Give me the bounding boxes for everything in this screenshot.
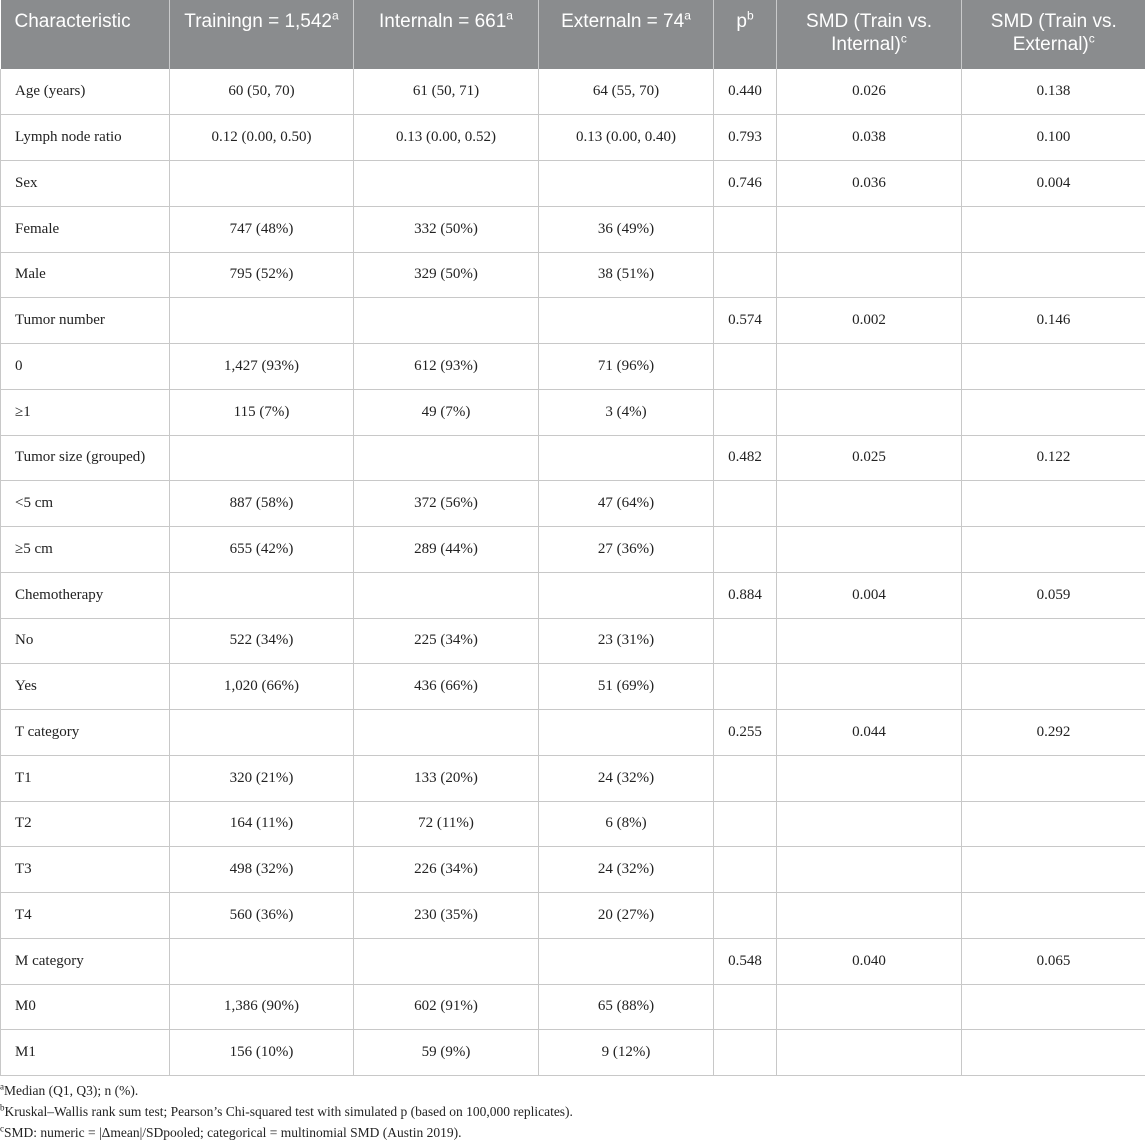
table-cell: 133 (20%) — [354, 755, 539, 801]
table-cell — [354, 298, 539, 344]
row-label-cell: Male — [1, 252, 170, 298]
table-cell — [777, 755, 962, 801]
table-cell — [714, 847, 777, 893]
table-cell: 320 (21%) — [170, 755, 354, 801]
table-row — [1, 801, 1145, 847]
table-cell: 0.482 — [714, 435, 777, 481]
table-row — [1, 435, 1145, 481]
table-cell — [962, 664, 1145, 710]
table-cell: 47 (64%) — [539, 481, 714, 527]
table-cell — [777, 527, 962, 573]
table-row — [1, 938, 1145, 984]
table-cell — [962, 893, 1145, 939]
table-cell: 65 (88%) — [539, 984, 714, 1030]
row-label-cell: Tumor number — [1, 298, 170, 344]
table-cell: 0.574 — [714, 298, 777, 344]
table-cell — [714, 1030, 777, 1076]
footnote-marker: a — [0, 1081, 4, 1092]
table-cell: 0.793 — [714, 115, 777, 161]
table-cell: 0.12 (0.00, 0.50) — [170, 115, 354, 161]
header-row — [1, 0, 1145, 69]
table-row — [1, 710, 1145, 756]
table-cell — [714, 252, 777, 298]
table-cell — [714, 618, 777, 664]
table-cell — [962, 847, 1145, 893]
table-cell — [962, 206, 1145, 252]
table-cell: 164 (11%) — [170, 801, 354, 847]
table-cell: 0.100 — [962, 115, 1145, 161]
row-label-cell: Age (years) — [1, 69, 170, 115]
table-cell: 0.13 (0.00, 0.52) — [354, 115, 539, 161]
table-header — [1, 0, 1145, 69]
table-cell: 0.746 — [714, 161, 777, 207]
table-cell — [714, 755, 777, 801]
table-cell: 0.122 — [962, 435, 1145, 481]
table-row — [1, 481, 1145, 527]
table-cell: 156 (10%) — [170, 1030, 354, 1076]
table-cell — [354, 572, 539, 618]
table-cell — [714, 664, 777, 710]
table-cell — [170, 938, 354, 984]
row-label-cell: Sex — [1, 161, 170, 207]
table-cell — [354, 710, 539, 756]
row-label-cell: T category — [1, 710, 170, 756]
column-header-label: Internaln = 661 — [379, 11, 507, 32]
table-cell: 1,386 (90%) — [170, 984, 354, 1030]
table-cell — [777, 252, 962, 298]
table-cell: 0.002 — [777, 298, 962, 344]
table-cell — [962, 389, 1145, 435]
row-label-cell: <5 cm — [1, 481, 170, 527]
column-header-label: SMD (Train vs. Internal) — [806, 11, 932, 55]
table-cell — [539, 572, 714, 618]
table-cell: 61 (50, 71) — [354, 69, 539, 115]
table-cell: 226 (34%) — [354, 847, 539, 893]
column-header — [170, 0, 354, 69]
table-cell — [170, 298, 354, 344]
table-cell: 0.004 — [777, 572, 962, 618]
row-label-cell: ≥5 cm — [1, 527, 170, 573]
row-label-cell: Lymph node ratio — [1, 115, 170, 161]
table-cell: 560 (36%) — [170, 893, 354, 939]
table-cell: 795 (52%) — [170, 252, 354, 298]
table-cell — [962, 252, 1145, 298]
table-cell: 0.065 — [962, 938, 1145, 984]
column-header — [777, 0, 962, 69]
table-row — [1, 1030, 1145, 1076]
table-row — [1, 664, 1145, 710]
row-label-cell: T2 — [1, 801, 170, 847]
row-label-cell: Tumor size (grouped) — [1, 435, 170, 481]
table-cell: 0.138 — [962, 69, 1145, 115]
table-cell — [962, 527, 1145, 573]
table-cell: 230 (35%) — [354, 893, 539, 939]
table-cell: 1,427 (93%) — [170, 344, 354, 390]
table-cell: 655 (42%) — [170, 527, 354, 573]
table-cell — [777, 801, 962, 847]
table-cell — [962, 618, 1145, 664]
table-cell — [777, 389, 962, 435]
table-cell — [714, 893, 777, 939]
table-cell: 329 (50%) — [354, 252, 539, 298]
table-cell: 64 (55, 70) — [539, 69, 714, 115]
table-cell: 332 (50%) — [354, 206, 539, 252]
column-header — [962, 0, 1145, 69]
table-cell: 72 (11%) — [354, 801, 539, 847]
table-row — [1, 389, 1145, 435]
table-cell — [539, 938, 714, 984]
table-cell: 372 (56%) — [354, 481, 539, 527]
table-cell — [962, 801, 1145, 847]
column-header — [714, 0, 777, 69]
table-cell — [777, 344, 962, 390]
table-cell: 115 (7%) — [170, 389, 354, 435]
table-cell — [714, 801, 777, 847]
table-cell — [777, 206, 962, 252]
column-header-label: p — [736, 11, 747, 32]
footnote-marker: c — [0, 1123, 4, 1134]
table-cell — [777, 664, 962, 710]
row-label-cell: T3 — [1, 847, 170, 893]
table-cell: 3 (4%) — [539, 389, 714, 435]
table-cell: 59 (9%) — [354, 1030, 539, 1076]
table-row — [1, 847, 1145, 893]
table-cell: 0.040 — [777, 938, 962, 984]
table-cell: 71 (96%) — [539, 344, 714, 390]
table-cell: 0.025 — [777, 435, 962, 481]
table-row — [1, 252, 1145, 298]
table-row — [1, 298, 1145, 344]
table-cell — [539, 298, 714, 344]
table-cell: 887 (58%) — [170, 481, 354, 527]
table-cell — [170, 710, 354, 756]
column-header-label: Characteristic — [14, 11, 131, 32]
table-cell: 436 (66%) — [354, 664, 539, 710]
row-label-cell: T1 — [1, 755, 170, 801]
footnote — [0, 1122, 573, 1143]
table-cell — [777, 984, 962, 1030]
row-label-cell: Chemotherapy — [1, 572, 170, 618]
table-cell: 602 (91%) — [354, 984, 539, 1030]
table-cell — [714, 389, 777, 435]
table-cell — [777, 481, 962, 527]
table-cell — [714, 344, 777, 390]
table-cell: 38 (51%) — [539, 252, 714, 298]
table-cell — [170, 435, 354, 481]
table-row — [1, 572, 1145, 618]
footnote-text: SMD: numeric = |Δmean|/SDpooled; categorical = multinomial SMD (Austin 2019). — [4, 1125, 462, 1140]
table-cell: 0.038 — [777, 115, 962, 161]
footnote-marker: a — [506, 8, 513, 23]
table-cell: 24 (32%) — [539, 847, 714, 893]
table-row — [1, 161, 1145, 207]
table-cell: 0.548 — [714, 938, 777, 984]
table-cell: 0.440 — [714, 69, 777, 115]
table-cell: 747 (48%) — [170, 206, 354, 252]
table-cell — [777, 893, 962, 939]
table-cell: 60 (50, 70) — [170, 69, 354, 115]
table-cell — [777, 618, 962, 664]
table-row — [1, 69, 1145, 115]
table-cell — [714, 527, 777, 573]
footnote-marker: b — [746, 8, 754, 23]
row-label-cell: M1 — [1, 1030, 170, 1076]
column-header — [539, 0, 714, 69]
table-cell: 23 (31%) — [539, 618, 714, 664]
table-cell: 49 (7%) — [354, 389, 539, 435]
table-row — [1, 206, 1145, 252]
table-cell — [962, 344, 1145, 390]
table-row — [1, 115, 1145, 161]
table-cell — [354, 938, 539, 984]
table-cell: 9 (12%) — [539, 1030, 714, 1076]
row-label-cell: Yes — [1, 664, 170, 710]
table-cell — [962, 984, 1145, 1030]
table-cell: 0.036 — [777, 161, 962, 207]
table-cell — [539, 161, 714, 207]
column-header-label: Externaln = 74 — [561, 11, 685, 32]
table-row — [1, 984, 1145, 1030]
column-header-label: Trainingn = 1,542 — [184, 11, 333, 32]
table-cell: 27 (36%) — [539, 527, 714, 573]
table-cell — [539, 435, 714, 481]
table-cell — [354, 161, 539, 207]
table-cell — [962, 481, 1145, 527]
table-cell: 0.004 — [962, 161, 1145, 207]
table-cell — [714, 206, 777, 252]
table-cell: 522 (34%) — [170, 618, 354, 664]
table-cell — [777, 1030, 962, 1076]
footnote-marker: a — [332, 8, 339, 23]
row-label-cell: T4 — [1, 893, 170, 939]
footnote-text: Kruskal–Wallis rank sum test; Pearson’s Chi-squared test with simulated p (based on 100,000 replicates). — [4, 1104, 573, 1119]
footnote-text: Median (Q1, Q3); n (%). — [4, 1083, 139, 1098]
table-row — [1, 755, 1145, 801]
table-cell: 289 (44%) — [354, 527, 539, 573]
table-cell: 498 (32%) — [170, 847, 354, 893]
table-cell: 0.059 — [962, 572, 1145, 618]
table-cell: 20 (27%) — [539, 893, 714, 939]
row-label-cell: 0 — [1, 344, 170, 390]
table-cell — [962, 1030, 1145, 1076]
table-cell — [170, 572, 354, 618]
table-row — [1, 527, 1145, 573]
table-cell: 51 (69%) — [539, 664, 714, 710]
table-cell — [777, 847, 962, 893]
footnote-marker: c — [900, 31, 907, 46]
table-cell: 0.044 — [777, 710, 962, 756]
table-cell — [539, 710, 714, 756]
row-label-cell: M category — [1, 938, 170, 984]
table-cell — [962, 755, 1145, 801]
table-cell: 0.13 (0.00, 0.40) — [539, 115, 714, 161]
row-label-cell: M0 — [1, 984, 170, 1030]
table-cell: 1,020 (66%) — [170, 664, 354, 710]
footnotes — [0, 1080, 573, 1143]
table-cell: 6 (8%) — [539, 801, 714, 847]
table-cell: 225 (34%) — [354, 618, 539, 664]
table-cell: 24 (32%) — [539, 755, 714, 801]
footnote-marker: c — [1088, 31, 1095, 46]
table-cell: 0.884 — [714, 572, 777, 618]
table-cell — [714, 984, 777, 1030]
footnote — [0, 1080, 573, 1101]
table-cell: 612 (93%) — [354, 344, 539, 390]
table-cell: 0.255 — [714, 710, 777, 756]
table-cell: 36 (49%) — [539, 206, 714, 252]
table-cell — [354, 435, 539, 481]
column-header — [354, 0, 539, 69]
table-cell — [170, 161, 354, 207]
table-cell — [714, 481, 777, 527]
column-header — [1, 0, 170, 69]
table-cell: 0.292 — [962, 710, 1145, 756]
table-cell: 0.146 — [962, 298, 1145, 344]
column-header-label: SMD (Train vs. External) — [990, 11, 1117, 55]
footnote — [0, 1101, 573, 1122]
row-label-cell: ≥1 — [1, 389, 170, 435]
footnote-marker: b — [0, 1102, 5, 1113]
table-row — [1, 893, 1145, 939]
table-row — [1, 344, 1145, 390]
row-label-cell: No — [1, 618, 170, 664]
table-body — [1, 69, 1145, 1076]
table-row — [1, 618, 1145, 664]
row-label-cell: Female — [1, 206, 170, 252]
footnote-marker: a — [684, 8, 691, 23]
table-cell: 0.026 — [777, 69, 962, 115]
